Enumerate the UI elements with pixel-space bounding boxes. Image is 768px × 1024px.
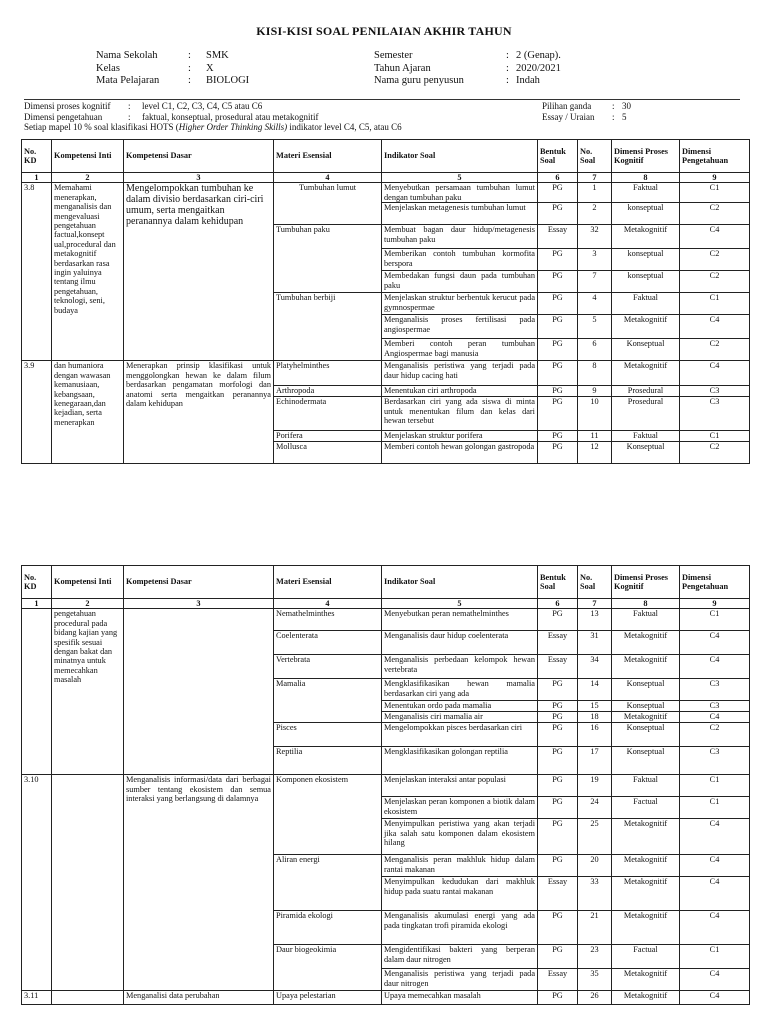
meta-label: Tahun Ajaran (374, 62, 431, 74)
header-cell: Indikator Soal (382, 140, 538, 173)
no-soal: 5 (578, 315, 612, 339)
proses-kognitif: Konseptual (612, 701, 680, 712)
meta-value: Indah (516, 75, 540, 86)
dimensi-pengetahuan: C4 (680, 712, 750, 723)
col-number: 6 (538, 599, 578, 609)
materi: Pisces (274, 723, 382, 747)
meta-value: BIOLOGI (206, 75, 250, 86)
no-soal: 1 (578, 183, 612, 203)
kompetensi-inti: pengetahuan procedural pada bidang kajian yang spesifik sesuai dengan bakat dan minatnya untuk memecahkan masalah (52, 609, 124, 775)
kd-number (22, 609, 52, 775)
proses-kognitif: Konseptual (612, 723, 680, 747)
materi: Vertebrata (274, 655, 382, 679)
bentuk-soal: PG (538, 249, 578, 271)
no-soal: 18 (578, 712, 612, 723)
bentuk-soal: PG (538, 442, 578, 464)
indikator: Menyimpulkan peristiwa yang akan terjadi jika salah satu komponen dalam ekosistem hilang (382, 819, 538, 855)
proses-kognitif: Prosedural (612, 397, 680, 431)
materi: Mollusca (274, 442, 382, 464)
dimensi-pengetahuan: C3 (680, 397, 750, 431)
bentuk-soal: PG (538, 945, 578, 969)
column-number-row (22, 173, 750, 183)
no-soal: 10 (578, 397, 612, 431)
kd-number: 3.8 (22, 183, 52, 361)
proses-kognitif: Prosedural (612, 386, 680, 397)
materi: Platyhelminthes (274, 361, 382, 386)
header-cell: No. Soal (578, 566, 612, 599)
indikator: Menjelaskan struktur berbentuk kerucut pada gymnospermae (382, 293, 538, 315)
dimensi-pengetahuan: C1 (680, 293, 750, 315)
proses-kognitif: Faktual (612, 183, 680, 203)
materi: Komponen ekosistem (274, 775, 382, 855)
meta-value: 2020/2021 (516, 62, 561, 74)
header-cell: Kompetensi Inti (52, 140, 124, 173)
bentuk-soal: PG (538, 183, 578, 203)
col-number: 7 (578, 599, 612, 609)
dimensi-pengetahuan: C2 (680, 249, 750, 271)
materi: Aliran energi (274, 855, 382, 911)
no-soal: 24 (578, 797, 612, 819)
bentuk-soal: Essay (538, 225, 578, 249)
materi: Echinodermata (274, 397, 382, 431)
proses-kognitif: Konseptual (612, 442, 680, 464)
dimensi-pengetahuan: C4 (680, 655, 750, 679)
header-cell: Kompetensi Dasar (124, 566, 274, 599)
column-number-row (22, 599, 750, 609)
meta-label: Nama Sekolah (96, 50, 158, 61)
no-soal: 9 (578, 386, 612, 397)
dimensi-pengetahuan: C4 (680, 877, 750, 911)
indikator: Membuat bagan daur hidup/metagenesis tumbuhan paku (382, 225, 538, 249)
meta-left: Nama Sekolah : SMK Kelas : X Mata Pelajaran : BIOLOGI (96, 50, 250, 86)
materi: Coelenterata (274, 631, 382, 655)
no-soal: 31 (578, 631, 612, 655)
dimensi-pengetahuan: C1 (680, 775, 750, 797)
essay-label: Essay / Uraian (542, 111, 595, 122)
bentuk-soal: PG (538, 271, 578, 293)
no-soal: 4 (578, 293, 612, 315)
materi: Upaya pelestarian (274, 991, 382, 1005)
indikator: Menganalisis proses fertilisasi pada angiospermae (382, 315, 538, 339)
kd-number: 3.10 (22, 775, 52, 991)
proses-kognitif: Faktual (612, 431, 680, 442)
proses-kognitif: Metakognitif (612, 991, 680, 1005)
indikator: Menjelaskan peran komponen a biotik dalam ekosistem (382, 797, 538, 819)
dimensi-pengetahuan: C3 (680, 386, 750, 397)
indikator: Menjelaskan struktur porifera (382, 431, 538, 442)
no-soal: 11 (578, 431, 612, 442)
meta-label: Nama guru penyusun (374, 75, 464, 86)
bentuk-soal: Essay (538, 655, 578, 679)
proses-kognitif: Konseptual (612, 747, 680, 775)
col-number: 8 (612, 599, 680, 609)
col-number: 2 (52, 173, 124, 183)
materi: Porifera (274, 431, 382, 442)
dimensi-pengetahuan: C4 (680, 361, 750, 386)
bentuk-soal: PG (538, 701, 578, 712)
bentuk-soal: PG (538, 431, 578, 442)
table-row (22, 361, 750, 386)
indikator: Menganalisis akumulasi energi yang ada pada tingkatan trofi piramida ekologi (382, 911, 538, 945)
bentuk-soal: Essay (538, 631, 578, 655)
no-soal: 21 (578, 911, 612, 945)
materi: Nemathelminthes (274, 609, 382, 631)
bentuk-soal: PG (538, 203, 578, 225)
header-cell: Kompetensi Inti (52, 566, 124, 599)
no-soal: 32 (578, 225, 612, 249)
pg-value: 30 (622, 101, 631, 111)
dimensi-pengetahuan: C3 (680, 701, 750, 712)
indikator: Menganalisis ciri mamalia air (382, 712, 538, 723)
no-soal: 16 (578, 723, 612, 747)
indikator: Mengidentifikasi bakteri yang berperan dalam daur nitrogen (382, 945, 538, 969)
bentuk-soal: PG (538, 609, 578, 631)
kisi-table-1 (21, 139, 750, 464)
kisi-table-2 (21, 565, 750, 1005)
bentuk-soal: PG (538, 397, 578, 431)
essay-value: 5 (622, 111, 627, 122)
proses-kognitif: Faktual (612, 609, 680, 631)
no-soal: 8 (578, 361, 612, 386)
materi: Tumbuhan lumut (274, 183, 382, 225)
indikator: Membedakan fungsi daun pada tumbuhan paku (382, 271, 538, 293)
header-cell: No. KD (22, 140, 52, 173)
dimensi-pengetahuan: C3 (680, 679, 750, 701)
header-cell: Dimensi Proses Kognitif (612, 566, 680, 599)
bentuk-soal: PG (538, 293, 578, 315)
proses-kognitif: Metakognitif (612, 712, 680, 723)
no-soal: 20 (578, 855, 612, 877)
dimensi-pengetahuan: C3 (680, 747, 750, 775)
dimensi-pengetahuan: C2 (680, 723, 750, 747)
proses-kognitif: Metakognitif (612, 225, 680, 249)
indikator: Upaya memecahkan masalah (382, 991, 538, 1005)
no-soal: 25 (578, 819, 612, 855)
indikator: Menganalisis perbedaan kelompok hewan vertebrata (382, 655, 538, 679)
kompetensi-dasar: Menerapkan prinsip klasifikasi untuk menggolongkan hewan ke dalam filum berdasarkan pengamatan morfologi dan anatomi serta mengaitkan peranannya dalam kehidupan (124, 361, 274, 464)
indikator: Memberi contoh peran tumbuhan Angiospermae bagi manusia (382, 339, 538, 361)
dimensi-pengetahuan: C1 (680, 183, 750, 203)
no-soal: 34 (578, 655, 612, 679)
header-cell: Materi Esensial (274, 140, 382, 173)
kompetensi-inti (52, 775, 124, 991)
meta-value: 2 (Genap). (516, 50, 561, 61)
kompetensi-dasar: Menganalisis informasi/data dari berbagai sumber tentang ekosistem dan semua interaksi yang berlangsung di dalamnya (124, 775, 274, 991)
no-soal: 7 (578, 271, 612, 293)
proses-kognitif: Factual (612, 945, 680, 969)
proses-kognitif: Konseptual (612, 339, 680, 361)
no-soal: 23 (578, 945, 612, 969)
no-soal: 14 (578, 679, 612, 701)
col-number: 7 (578, 173, 612, 183)
dim-label: Dimensi pengetahuan (24, 111, 103, 122)
col-number: 3 (124, 599, 274, 609)
kd-number: 3.11 (22, 991, 52, 1005)
no-soal: 6 (578, 339, 612, 361)
kompetensi-inti: dan humaniora dengan wawasan kemanusiaan, kebangsaan, kenegaraan,dan kejadian, serta menerapkan (52, 361, 124, 464)
proses-kognitif: Faktual (612, 775, 680, 797)
kompetensi-dasar: Mengelompokkan tumbuhan ke dalam divisio berdasarkan ciri-ciri umum, serta mengaitkan peranannya dalam kehidupan (124, 183, 274, 361)
materi: Daur biogeokimia (274, 945, 382, 991)
bentuk-soal: PG (538, 819, 578, 855)
dimensi-pengetahuan: C4 (680, 315, 750, 339)
bentuk-soal: PG (538, 386, 578, 397)
kompetensi-inti: Memahami menerapkan, menganalisis dan mengevaluasi pengetahuan factual,konsept ual,procedural dan metakognitif berdasarkan rasa ingin yaluinya tentang ilmu pengetahuan, teknologi, seni, budaya (52, 183, 124, 361)
indikator: Menyebutkan peran nemathelminthes (382, 609, 538, 631)
materi: Piramida ekologi (274, 911, 382, 945)
header-cell: Materi Esensial (274, 566, 382, 599)
kd-number: 3.9 (22, 361, 52, 464)
col-number: 9 (680, 599, 750, 609)
proses-kognitif: Metakognitif (612, 969, 680, 991)
proses-kognitif: Metakognitif (612, 819, 680, 855)
kompetensi-dasar (124, 609, 274, 775)
indikator: Menganalisis peristiwa yang terjadi pada daur nitrogen (382, 969, 538, 991)
indikator: Mengelompokkan pisces berdasarkan ciri (382, 723, 538, 747)
bentuk-soal: PG (538, 797, 578, 819)
bentuk-soal: PG (538, 911, 578, 945)
dimensi-pengetahuan: C4 (680, 969, 750, 991)
col-number: 3 (124, 173, 274, 183)
bentuk-soal: PG (538, 339, 578, 361)
meta-value: X (206, 62, 214, 74)
dimensi-pengetahuan: C2 (680, 339, 750, 361)
col-number: 1 (22, 599, 52, 609)
col-number: 5 (382, 599, 538, 609)
dimensi-pengetahuan: C4 (680, 631, 750, 655)
no-soal: 19 (578, 775, 612, 797)
dim-value: level C1, C2, C3, C4, C5 atau C6 (142, 101, 263, 111)
bentuk-soal: PG (538, 315, 578, 339)
dim-label: Dimensi proses kognitif (24, 101, 111, 111)
dimensi-pengetahuan: C1 (680, 431, 750, 442)
table-row (22, 609, 750, 631)
no-soal: 17 (578, 747, 612, 775)
col-number: 6 (538, 173, 578, 183)
proses-kognitif: Metakognitif (612, 631, 680, 655)
header-cell: Bentuk Soal (538, 566, 578, 599)
dimensi-pengetahuan: C4 (680, 225, 750, 249)
proses-kognitif: Metakognitif (612, 315, 680, 339)
bentuk-soal: PG (538, 747, 578, 775)
dimensi-pengetahuan: C2 (680, 271, 750, 293)
proses-kognitif: Metakognitif (612, 877, 680, 911)
dimensi-pengetahuan: C4 (680, 911, 750, 945)
hots-italic: Higher Order Thinking Skills) (178, 122, 288, 132)
materi: Tumbuhan paku (274, 225, 382, 293)
materi: Tumbuhan berbiji (274, 293, 382, 361)
meta-label: Mata Pelajaran (96, 75, 160, 86)
col-number: 1 (22, 173, 52, 183)
dimensi-pengetahuan: C1 (680, 609, 750, 631)
bentuk-soal: PG (538, 361, 578, 386)
indikator: Mengklasifikasikan hewan mamalia berdasarkan ciri yang ada (382, 679, 538, 701)
no-soal: 3 (578, 249, 612, 271)
materi: Reptilia (274, 747, 382, 775)
indikator: Berdasarkan ciri yang ada siswa di minta untuk menentukan filum dan kelas dari hewan tersebut (382, 397, 538, 431)
indikator: Menganalisis daur hidup coelenterata (382, 631, 538, 655)
header-row (22, 566, 750, 599)
header-cell: Indikator Soal (382, 566, 538, 599)
no-soal: 15 (578, 701, 612, 712)
header-cell: Dimensi Pengetahuan (680, 140, 750, 173)
indikator: Menentukan ordo pada mamalia (382, 701, 538, 712)
kompetensi-dasar: Menganalisi data perubahan (124, 991, 274, 1005)
proses-kognitif: Faktual (612, 293, 680, 315)
dimensi-pengetahuan: C2 (680, 442, 750, 464)
proses-kognitif: konseptual (612, 203, 680, 225)
col-number: 4 (274, 173, 382, 183)
indikator: Menyebutkan persamaan tumbuhan lumut dengan tumbuhan paku (382, 183, 538, 203)
no-soal: 13 (578, 609, 612, 631)
no-soal: 35 (578, 969, 612, 991)
document-title: KISI-KISI SOAL PENILAIAN AKHIR TAHUN (256, 24, 512, 38)
proses-kognitif: Metakognitif (612, 655, 680, 679)
header-divider (24, 99, 740, 100)
dimensi-pengetahuan: C1 (680, 945, 750, 969)
dimensi-pengetahuan: C4 (680, 819, 750, 855)
indikator: Memberi contoh hewan golongan gastropoda (382, 442, 538, 464)
bentuk-soal: PG (538, 723, 578, 747)
proses-kognitif: Factual (612, 797, 680, 819)
header-cell: Dimensi Proses Kognitif (612, 140, 680, 173)
bentuk-soal: PG (538, 991, 578, 1005)
bentuk-soal: PG (538, 679, 578, 701)
col-number: 2 (52, 599, 124, 609)
meta-label: Kelas (96, 62, 120, 74)
bentuk-soal: Essay (538, 969, 578, 991)
proses-kognitif: konseptual (612, 249, 680, 271)
no-soal: 33 (578, 877, 612, 911)
meta-label: Semester (374, 50, 413, 61)
dimensi-pengetahuan: C1 (680, 797, 750, 819)
dimensi-pengetahuan: C4 (680, 991, 750, 1005)
bentuk-soal: PG (538, 855, 578, 877)
indikator: Menjelaskan metagenesis tumbuhan lumut (382, 203, 538, 225)
indikator: Menganalisis peristiwa yang terjadi pada daur hidup cacing hati (382, 361, 538, 386)
no-soal: 12 (578, 442, 612, 464)
table-row (22, 775, 750, 797)
col-number: 9 (680, 173, 750, 183)
proses-kognitif: Metakognitif (612, 911, 680, 945)
header-cell: No. KD (22, 566, 52, 599)
bentuk-soal: PG (538, 712, 578, 723)
dimensi-pengetahuan: C4 (680, 855, 750, 877)
col-number: 8 (612, 173, 680, 183)
bentuk-soal: PG (538, 775, 578, 797)
meta-right: Semester : 2 (Genap). Tahun Ajaran : 2020/2021 Nama guru penyusun : Indah (374, 50, 561, 86)
hots-note-end: indikator level C4, C5, atau C6 (287, 122, 402, 132)
header-cell: Dimensi Pengetahuan (680, 566, 750, 599)
dim-value: faktual, konseptual, prosedural atau metakognitif (142, 111, 319, 122)
table-row (22, 991, 750, 1005)
indikator: Menjelaskan interaksi antar populasi (382, 775, 538, 797)
indikator: Memberikan contoh tumbuhan kormofita berspora (382, 249, 538, 271)
proses-kognitif: Konseptual (612, 679, 680, 701)
indikator: Mengklasifikasikan golongan reptilia (382, 747, 538, 775)
col-number: 5 (382, 173, 538, 183)
pg-label: Pilihan ganda (542, 101, 592, 111)
dimension-notes: Dimensi proses kognitif : level C1, C2, C3, C4, C5 atau C6 Pilihan ganda : 30 Dimensi pengetahuan : faktual, konseptual, prosedural atau metakognitif Essay / Uraian : 5 Setiap mapel 10 % soal klasifikasi HOTS (Higher Order Thinking Skills) indikator level C4, C5, atau C6 (24, 101, 631, 132)
proses-kognitif: Metakognitif (612, 855, 680, 877)
no-soal: 26 (578, 991, 612, 1005)
indikator: Menyimpulkan kedudukan dari makhluk hidup pada suatu rantai makanan (382, 877, 538, 911)
header-cell: Bentuk Soal (538, 140, 578, 173)
proses-kognitif: konseptual (612, 271, 680, 293)
indikator: Menganalisis peran makhluk hidup dalam rantai makanan (382, 855, 538, 877)
kompetensi-inti (52, 991, 124, 1005)
dimensi-pengetahuan: C2 (680, 203, 750, 225)
meta-value: SMK (206, 50, 229, 61)
header-row (22, 140, 750, 173)
table-row (22, 183, 750, 203)
bentuk-soal: Essay (538, 877, 578, 911)
header-cell: Kompetensi Dasar (124, 140, 274, 173)
hots-note: Setiap mapel 10 % soal klasifikasi HOTS ( (24, 122, 179, 132)
materi: Mamalia (274, 679, 382, 723)
materi: Arthropoda (274, 386, 382, 397)
header-cell: No. Soal (578, 140, 612, 173)
indikator: Menentukan ciri arthropoda (382, 386, 538, 397)
proses-kognitif: Metakognitif (612, 361, 680, 386)
no-soal: 2 (578, 203, 612, 225)
col-number: 4 (274, 599, 382, 609)
